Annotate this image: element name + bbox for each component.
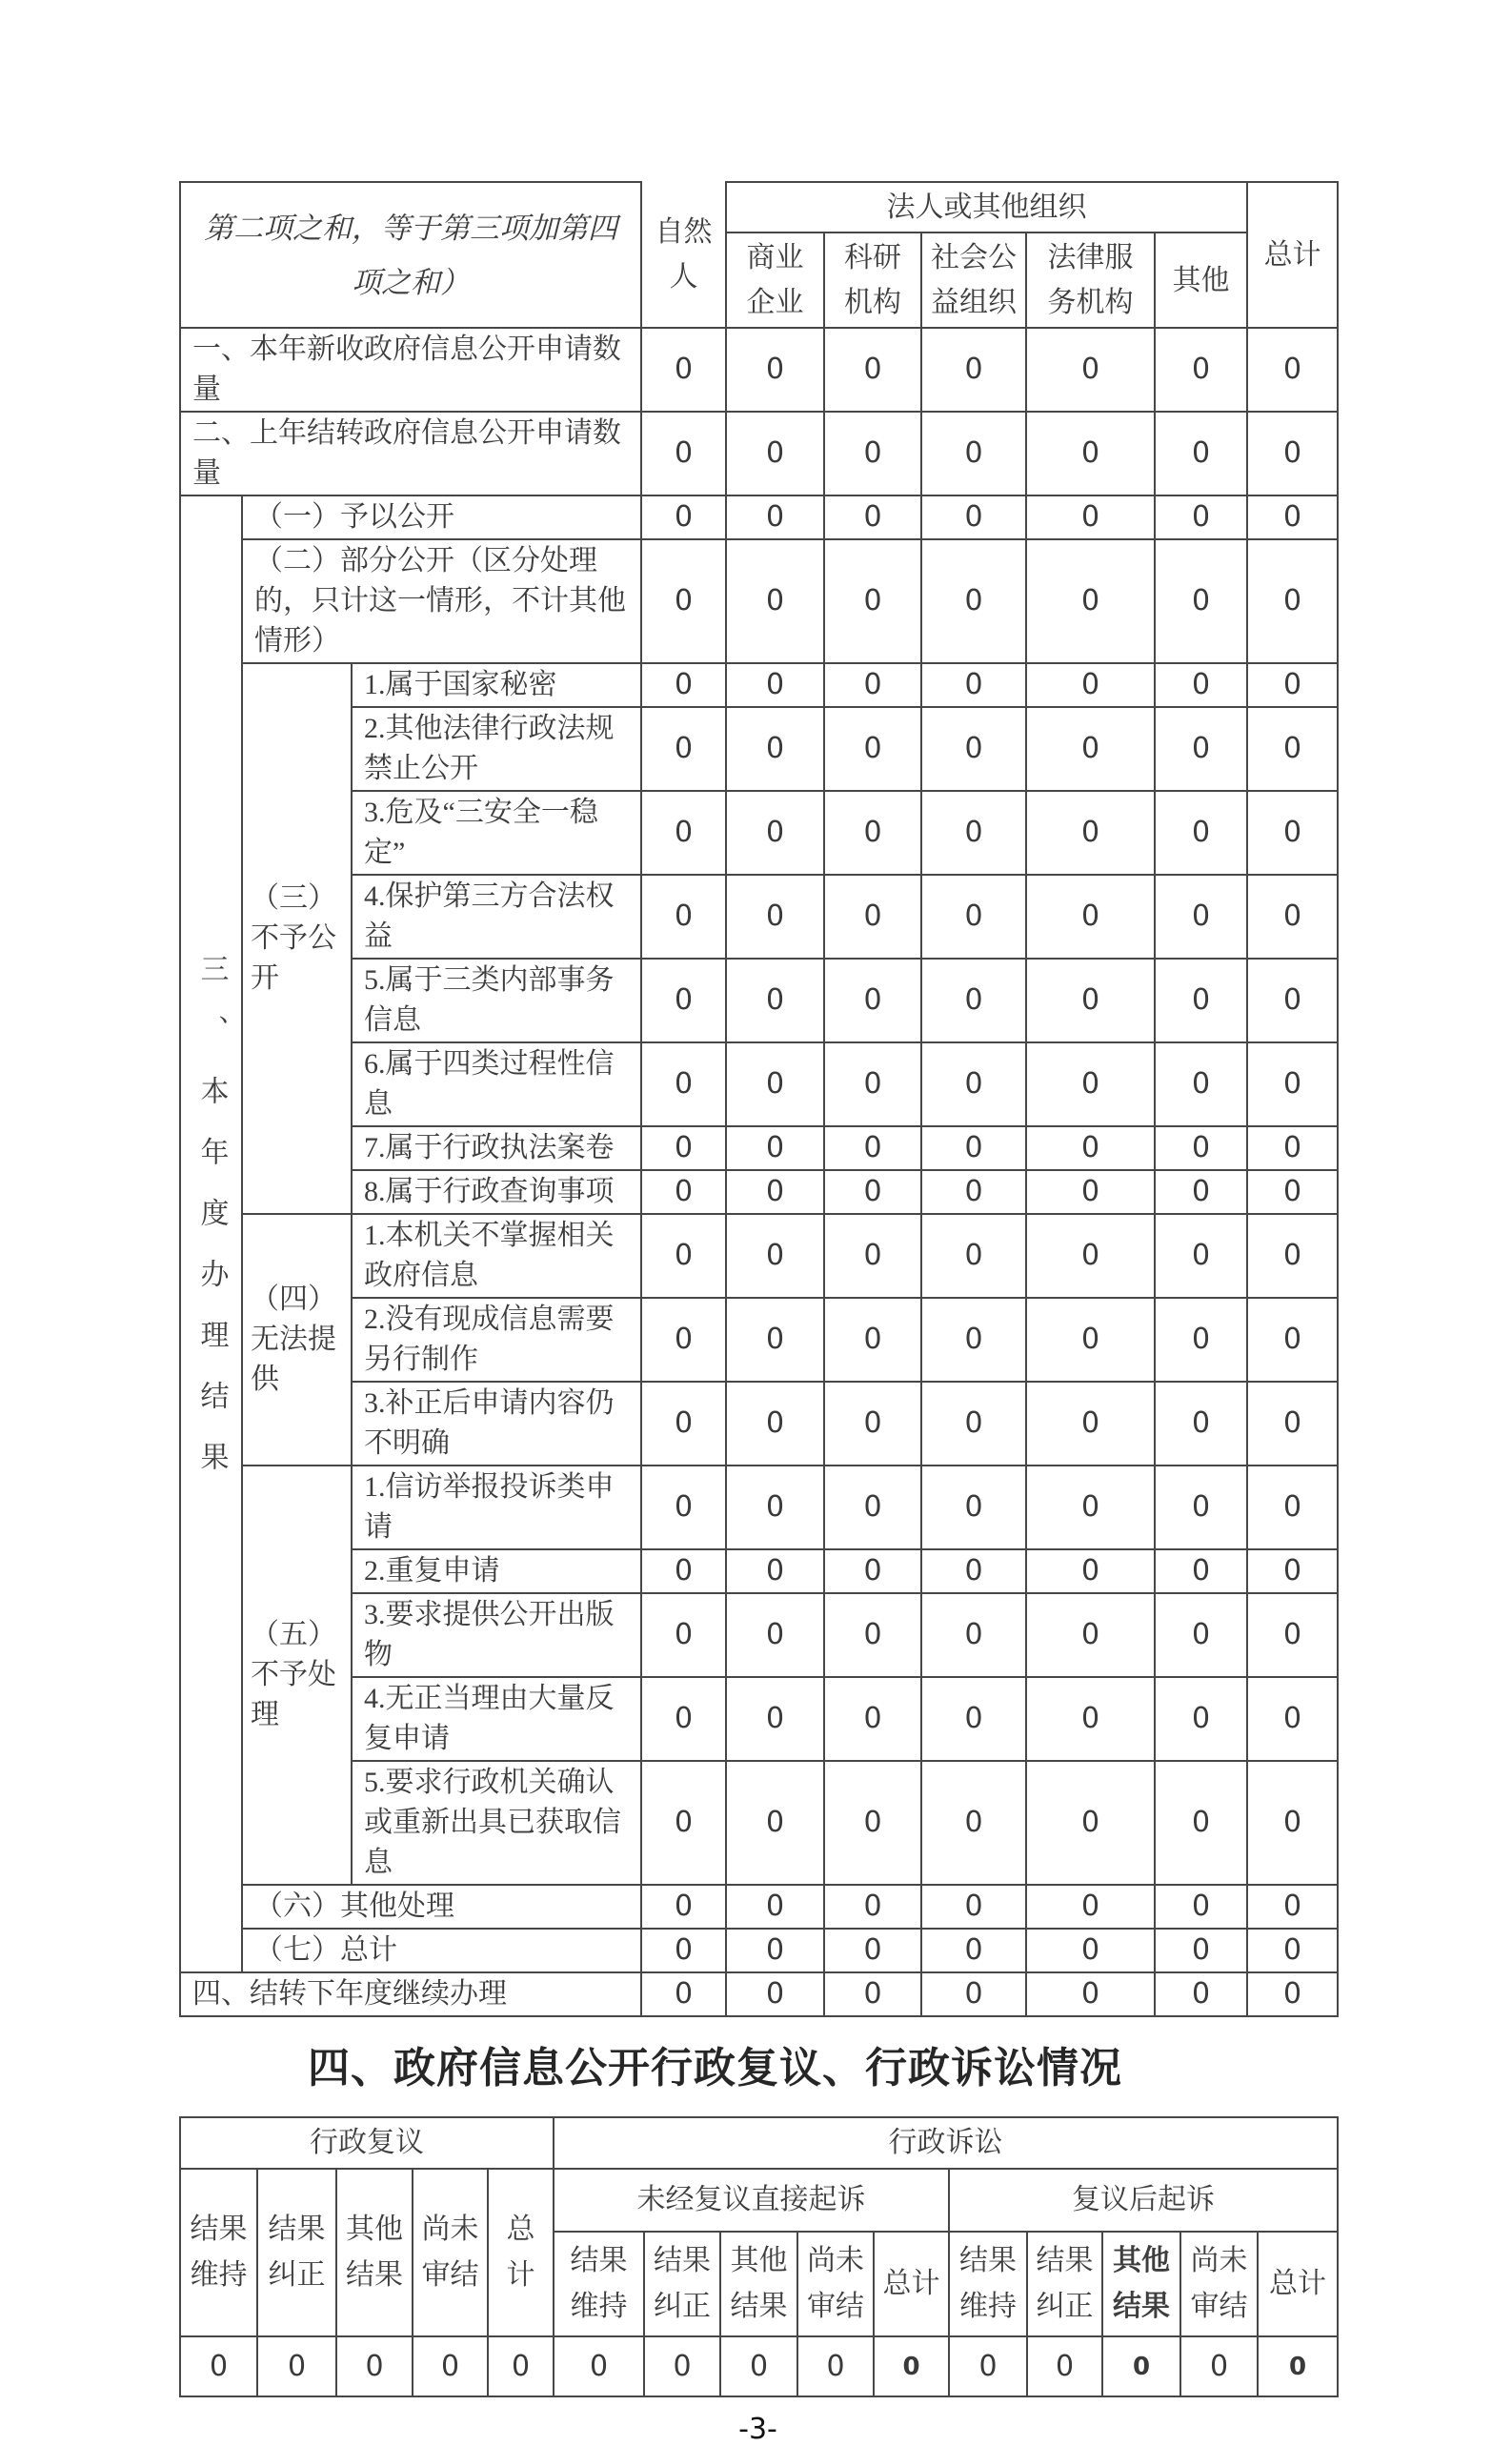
value-cell: 0 (921, 1170, 1026, 1214)
table-row (180, 663, 1338, 707)
value-cell: 0 (554, 2336, 644, 2396)
value-cell: 0 (921, 1929, 1026, 1972)
table-row (180, 1298, 1338, 1382)
direct-suit-header: 未经复议直接起诉 (554, 2169, 949, 2232)
table-row (180, 791, 1338, 875)
value-cell: 0 (1247, 1298, 1338, 1382)
value-cell: 0 (1026, 1042, 1155, 1126)
value-cell: 0 (1155, 1885, 1247, 1929)
column-header-legal-org: 法人或其他组织 (726, 182, 1247, 232)
value-cell: 0 (641, 1549, 726, 1593)
row-label: 5.属于三类内部事务信息 (352, 959, 641, 1042)
value-cell: 0 (1155, 1972, 1247, 2016)
row-label: （二）部分公开（区分处理的，只计这一情形，不计其他情形） (242, 539, 641, 663)
value-cell: 0 (641, 1170, 726, 1214)
value-cell: 0 (726, 1298, 824, 1382)
value-cell: 0 (1155, 412, 1247, 495)
value-cell: 0 (1155, 663, 1247, 707)
table-row (180, 412, 1338, 495)
table-row (180, 495, 1338, 539)
value-cell: 0 (824, 1761, 921, 1885)
value-cell: 0 (1247, 1214, 1338, 1298)
value-cell: 0 (921, 1466, 1026, 1549)
value-cell: 0 (1155, 539, 1247, 663)
row-label: 1.信访举报投诉类申请 (352, 1466, 641, 1549)
section-vertical-label (180, 495, 242, 1972)
subheader-result-corrected: 结果纠正 (1027, 2232, 1102, 2336)
value-cell: 0 (641, 1885, 726, 1929)
value-cell: 0 (726, 328, 824, 412)
value-cell: 0 (1247, 539, 1338, 663)
value-cell: 0 (726, 412, 824, 495)
value-cell: 0 (641, 539, 726, 663)
value-cell: 0 (1247, 1126, 1338, 1170)
value-cell: 0 (921, 1549, 1026, 1593)
group-label-not-processed: （五）不予处理 (242, 1466, 352, 1885)
value-cell: 0 (921, 1382, 1026, 1466)
value-cell: 0 (824, 539, 921, 663)
table-row (180, 2336, 1338, 2396)
value-cell: 0 (1155, 791, 1247, 875)
table-row (180, 707, 1338, 791)
value-cell: 0 (921, 791, 1026, 875)
subheader-pending: 尚未审结 (413, 2169, 488, 2336)
subheader-total: 总计 (874, 2232, 949, 2336)
section-vertical-label-text: 三、本年度办理结果 (195, 954, 228, 1503)
value-cell: 0 (726, 1929, 824, 1972)
value-cell: 0 (726, 495, 824, 539)
value-cell: 0 (874, 2336, 949, 2396)
value-cell: 0 (641, 663, 726, 707)
column-header-business: 商业企业 (726, 232, 824, 328)
value-cell: 0 (1155, 1382, 1247, 1466)
value-cell: 0 (921, 1593, 1026, 1677)
table-row (180, 875, 1338, 959)
value-cell: 0 (824, 1382, 921, 1466)
value-cell: 0 (726, 1126, 824, 1170)
value-cell: 0 (180, 2336, 257, 2396)
subheader-pending: 尚未审结 (1180, 2232, 1258, 2336)
subheader-result-corrected: 结果纠正 (257, 2169, 336, 2336)
value-cell: 0 (1155, 1761, 1247, 1885)
row-label: 6.属于四类过程性信息 (352, 1042, 641, 1126)
value-cell: 0 (824, 1549, 921, 1593)
value-cell: 0 (257, 2336, 336, 2396)
value-cell: 0 (726, 707, 824, 791)
value-cell: 0 (1155, 875, 1247, 959)
column-header-legal-service: 法律服务机构 (1026, 232, 1155, 328)
table-row (180, 1885, 1338, 1929)
group-label-not-disclosed: （三）不予公开 (242, 663, 352, 1214)
value-cell: 0 (921, 1761, 1026, 1885)
value-cell: 0 (1026, 1593, 1155, 1677)
table-row (180, 1761, 1338, 1885)
value-cell: 0 (1247, 1549, 1338, 1593)
value-cell: 0 (921, 959, 1026, 1042)
value-cell: 0 (1026, 791, 1155, 875)
value-cell: 0 (1026, 959, 1155, 1042)
value-cell: 0 (1247, 1170, 1338, 1214)
value-cell: 0 (824, 959, 921, 1042)
value-cell: 0 (921, 539, 1026, 663)
value-cell: 0 (1026, 1214, 1155, 1298)
value-cell: 0 (726, 875, 824, 959)
subheader-total: 总计 (488, 2169, 554, 2336)
value-cell: 0 (1155, 959, 1247, 1042)
subheader-other-result: 其他结果 (720, 2232, 797, 2336)
row-label: 4.无正当理由大量反复申请 (352, 1677, 641, 1761)
value-cell: 0 (824, 1929, 921, 1972)
value-cell: 0 (1155, 1214, 1247, 1298)
value-cell: 0 (1155, 1677, 1247, 1761)
value-cell: 0 (1247, 875, 1338, 959)
value-cell: 0 (1247, 1382, 1338, 1466)
litigation-header: 行政诉讼 (554, 2117, 1338, 2169)
value-cell: 0 (1026, 495, 1155, 539)
value-cell: 0 (1026, 1549, 1155, 1593)
value-cell: 0 (1155, 1929, 1247, 1972)
value-cell: 0 (1026, 1298, 1155, 1382)
value-cell: 0 (1155, 1549, 1247, 1593)
section-title: 四、政府信息公开行政复议、行政诉讼情况 (308, 2045, 1122, 2092)
row-label: 二、上年结转政府信息公开申请数量 (180, 412, 641, 495)
value-cell: 0 (1247, 1885, 1338, 1929)
value-cell: 0 (1026, 1972, 1155, 2016)
value-cell: 0 (641, 1042, 726, 1126)
column-header-research: 科研机构 (824, 232, 921, 328)
value-cell: 0 (1026, 1677, 1155, 1761)
value-cell: 0 (641, 1593, 726, 1677)
value-cell: 0 (413, 2336, 488, 2396)
value-cell: 0 (1155, 707, 1247, 791)
row-label: 5.要求行政机关确认或重新出具已获取信息 (352, 1761, 641, 1885)
table-row (180, 1549, 1338, 1593)
value-cell: 0 (921, 663, 1026, 707)
value-cell: 0 (1026, 412, 1155, 495)
value-cell: 0 (1026, 1929, 1155, 1972)
subheader-result-upheld: 结果维持 (554, 2232, 644, 2336)
column-header-other: 其他 (1155, 232, 1247, 328)
page-number: -3- (738, 2413, 777, 2446)
value-cell: 0 (1027, 2336, 1102, 2396)
row-label: 3.要求提供公开出版物 (352, 1593, 641, 1677)
value-cell: 0 (726, 1214, 824, 1298)
row-label: 3.危及“三安全一稳定” (352, 791, 641, 875)
value-cell: 0 (824, 328, 921, 412)
page-content (179, 181, 1338, 2446)
value-cell: 0 (1155, 495, 1247, 539)
value-cell: 0 (824, 1677, 921, 1761)
value-cell: 0 (1247, 1042, 1338, 1126)
table-row (180, 328, 1338, 412)
value-cell: 0 (641, 1929, 726, 1972)
value-cell: 0 (921, 875, 1026, 959)
value-cell: 0 (641, 1298, 726, 1382)
row-label: 2.重复申请 (352, 1549, 641, 1593)
row-label: （六）其他处理 (242, 1885, 641, 1929)
review-litigation-table (179, 2116, 1339, 2397)
after-review-suit-header: 复议后起诉 (949, 2169, 1338, 2232)
value-cell: 0 (720, 2336, 797, 2396)
value-cell: 0 (824, 1170, 921, 1214)
value-cell: 0 (1026, 875, 1155, 959)
value-cell: 0 (641, 1214, 726, 1298)
value-cell: 0 (824, 875, 921, 959)
value-cell: 0 (921, 1298, 1026, 1382)
subheader-result-upheld: 结果维持 (949, 2232, 1027, 2336)
value-cell: 0 (921, 1214, 1026, 1298)
value-cell: 0 (726, 1042, 824, 1126)
table-row (180, 1126, 1338, 1170)
value-cell: 0 (1026, 707, 1155, 791)
value-cell: 0 (1247, 1761, 1338, 1885)
row-label: （一）予以公开 (242, 495, 641, 539)
value-cell: 0 (726, 1382, 824, 1466)
value-cell: 0 (949, 2336, 1027, 2396)
value-cell: 0 (641, 1466, 726, 1549)
value-cell: 0 (1026, 1126, 1155, 1170)
value-cell: 0 (921, 328, 1026, 412)
subheader-result-upheld: 结果维持 (180, 2169, 257, 2336)
value-cell: 0 (644, 2336, 720, 2396)
value-cell: 0 (641, 1972, 726, 2016)
value-cell: 0 (1026, 1885, 1155, 1929)
value-cell: 0 (1247, 663, 1338, 707)
value-cell: 0 (824, 707, 921, 791)
value-cell: 0 (1026, 1466, 1155, 1549)
value-cell: 0 (641, 1382, 726, 1466)
table-row (180, 539, 1338, 663)
table-row (180, 1170, 1338, 1214)
value-cell: 0 (1026, 1382, 1155, 1466)
row-label: 3.补正后申请内容仍不明确 (352, 1382, 641, 1466)
value-cell: 0 (1247, 328, 1338, 412)
value-cell: 0 (726, 1549, 824, 1593)
value-cell: 0 (726, 959, 824, 1042)
table-row (180, 959, 1338, 1042)
value-cell: 0 (1155, 328, 1247, 412)
column-header-natural-person: 自然人 (641, 182, 726, 328)
value-cell: 0 (336, 2336, 413, 2396)
value-cell: 0 (1247, 1677, 1338, 1761)
value-cell: 0 (726, 1972, 824, 2016)
value-cell: 0 (1155, 1593, 1247, 1677)
value-cell: 0 (797, 2336, 874, 2396)
value-cell: 0 (641, 328, 726, 412)
value-cell: 0 (1026, 1170, 1155, 1214)
value-cell: 0 (488, 2336, 554, 2396)
value-cell: 0 (1247, 1929, 1338, 1972)
value-cell: 0 (1155, 1466, 1247, 1549)
value-cell: 0 (1155, 1042, 1247, 1126)
value-cell: 0 (641, 1126, 726, 1170)
value-cell: 0 (824, 1972, 921, 2016)
value-cell: 0 (726, 663, 824, 707)
column-header-public-welfare: 社会公益组织 (921, 232, 1026, 328)
value-cell: 0 (921, 1885, 1026, 1929)
value-cell: 0 (824, 1298, 921, 1382)
table-row (180, 1929, 1338, 1972)
subheader-other-result: 其他结果 (1102, 2232, 1180, 2336)
value-cell: 0 (726, 791, 824, 875)
value-cell: 0 (824, 1126, 921, 1170)
subheader-result-corrected: 结果纠正 (644, 2232, 720, 2336)
value-cell: 0 (824, 1885, 921, 1929)
value-cell: 0 (921, 1677, 1026, 1761)
value-cell: 0 (1155, 1298, 1247, 1382)
value-cell: 0 (726, 539, 824, 663)
row-label: 2.其他法律行政法规禁止公开 (352, 707, 641, 791)
value-cell: 0 (1155, 1170, 1247, 1214)
value-cell: 0 (824, 1214, 921, 1298)
value-cell: 0 (1026, 539, 1155, 663)
value-cell: 0 (1247, 495, 1338, 539)
value-cell: 0 (726, 1761, 824, 1885)
value-cell: 0 (1247, 412, 1338, 495)
value-cell: 0 (824, 791, 921, 875)
review-header: 行政复议 (180, 2117, 554, 2169)
group-label-unable-to-provide: （四）无法提供 (242, 1214, 352, 1466)
value-cell: 0 (1247, 791, 1338, 875)
note-cell: 第二项之和，等于第三项加第四项之和） (180, 182, 641, 328)
value-cell: 0 (921, 495, 1026, 539)
value-cell: 0 (726, 1466, 824, 1549)
subheader-total: 总计 (1258, 2232, 1338, 2336)
table-row (180, 1972, 1338, 2016)
row-label: 7.属于行政执法案卷 (352, 1126, 641, 1170)
value-cell: 0 (726, 1885, 824, 1929)
row-label: 一、本年新收政府信息公开申请数量 (180, 328, 641, 412)
value-cell: 0 (1102, 2336, 1180, 2396)
column-header-total: 总计 (1247, 182, 1338, 328)
value-cell: 0 (641, 495, 726, 539)
value-cell: 0 (824, 412, 921, 495)
value-cell: 0 (824, 495, 921, 539)
subheader-other-result: 其他结果 (336, 2169, 413, 2336)
value-cell: 0 (1180, 2336, 1258, 2396)
value-cell: 0 (1155, 1126, 1247, 1170)
table-row (180, 1677, 1338, 1761)
value-cell: 0 (641, 959, 726, 1042)
row-label: 2.没有现成信息需要另行制作 (352, 1298, 641, 1382)
value-cell: 0 (921, 707, 1026, 791)
value-cell: 0 (1247, 1593, 1338, 1677)
table-row (180, 1042, 1338, 1126)
subheader-pending: 尚未审结 (797, 2232, 874, 2336)
value-cell: 0 (921, 1042, 1026, 1126)
value-cell: 0 (1258, 2336, 1338, 2396)
value-cell: 0 (1026, 328, 1155, 412)
row-label: 四、结转下年度继续办理 (180, 1972, 641, 2016)
row-label: （七）总计 (242, 1929, 641, 1972)
value-cell: 0 (641, 707, 726, 791)
value-cell: 0 (824, 1593, 921, 1677)
value-cell: 0 (824, 1466, 921, 1549)
value-cell: 0 (641, 1761, 726, 1885)
value-cell: 0 (641, 412, 726, 495)
table-row (180, 1466, 1338, 1549)
value-cell: 0 (1247, 707, 1338, 791)
value-cell: 0 (1026, 663, 1155, 707)
row-label: 1.本机关不掌握相关政府信息 (352, 1214, 641, 1298)
value-cell: 0 (1026, 1761, 1155, 1885)
value-cell: 0 (641, 791, 726, 875)
value-cell: 0 (921, 1126, 1026, 1170)
table-row (180, 1214, 1338, 1298)
value-cell: 0 (1247, 959, 1338, 1042)
value-cell: 0 (824, 663, 921, 707)
value-cell: 0 (1247, 1972, 1338, 2016)
row-label: 4.保护第三方合法权益 (352, 875, 641, 959)
value-cell: 0 (1247, 1466, 1338, 1549)
value-cell: 0 (726, 1677, 824, 1761)
value-cell: 0 (726, 1170, 824, 1214)
row-label: 8.属于行政查询事项 (352, 1170, 641, 1214)
application-results-table (179, 181, 1339, 2017)
row-label: 1.属于国家秘密 (352, 663, 641, 707)
value-cell: 0 (726, 1593, 824, 1677)
value-cell: 0 (641, 875, 726, 959)
table-row (180, 1382, 1338, 1466)
value-cell: 0 (824, 1042, 921, 1126)
value-cell: 0 (921, 1972, 1026, 2016)
value-cell: 0 (921, 412, 1026, 495)
table-row (180, 1593, 1338, 1677)
value-cell: 0 (641, 1677, 726, 1761)
